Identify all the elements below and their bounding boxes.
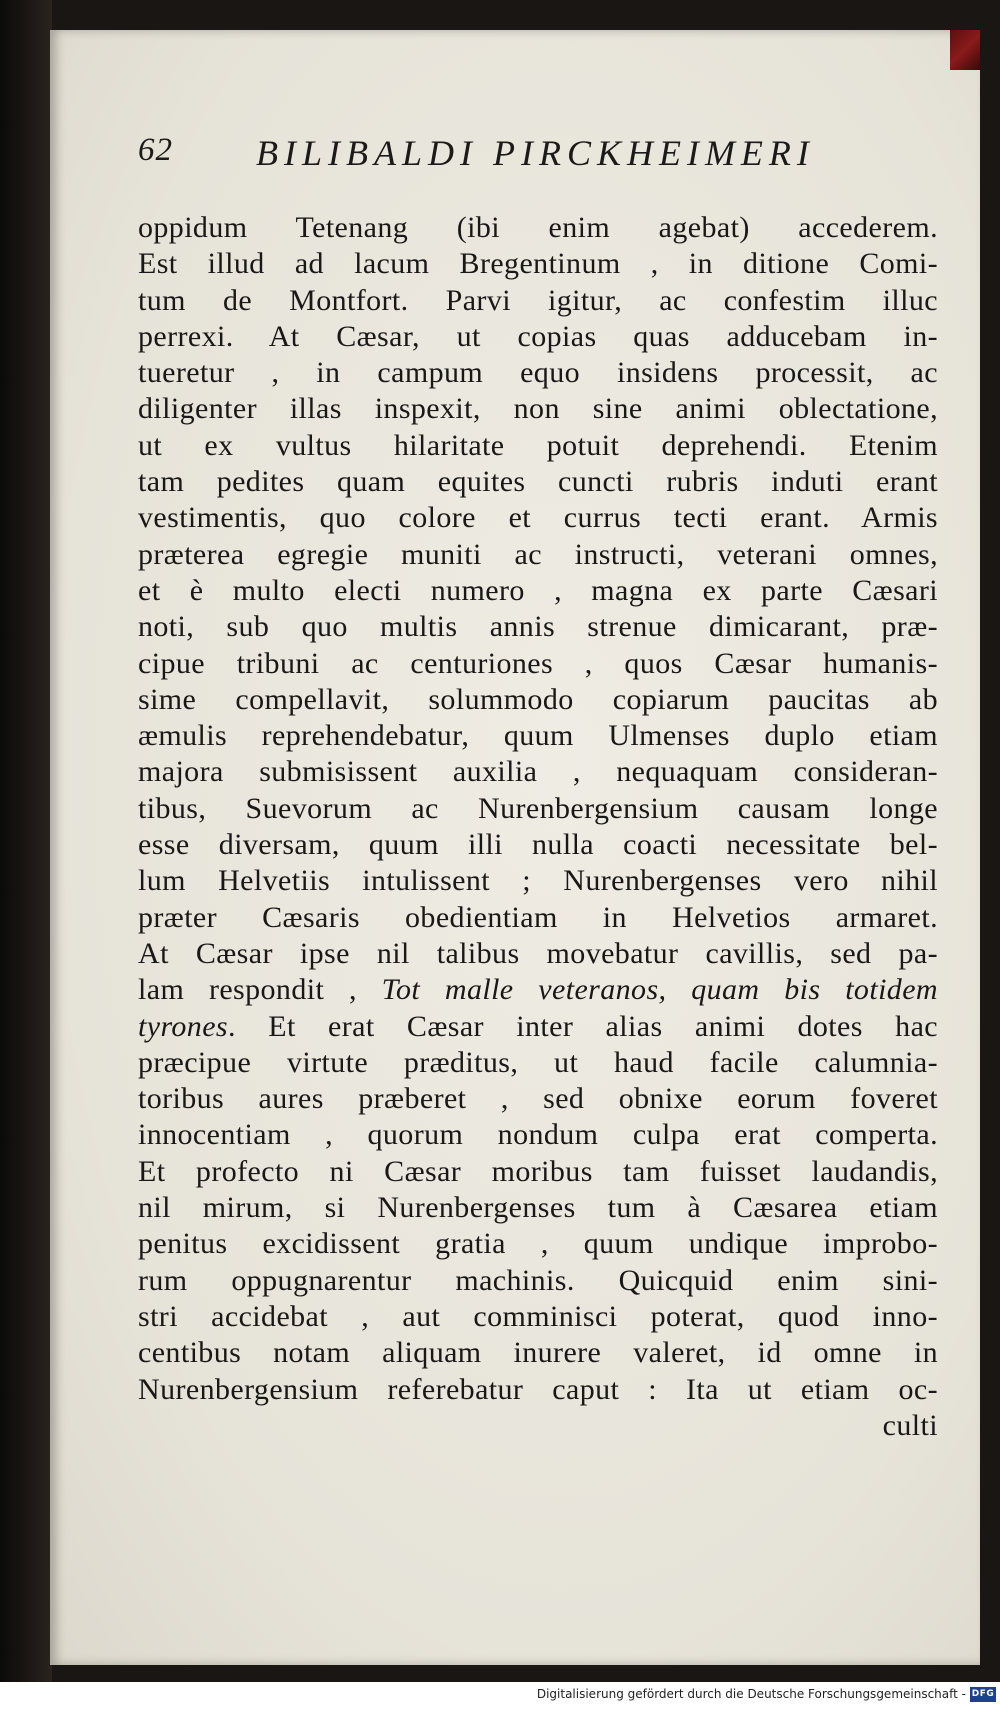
text-segment: præterea egregie muniti ac instructi, veterani omnes, xyxy=(138,537,938,571)
text-segment: tam pedites quam equites cuncti rubris induti erant xyxy=(138,465,938,499)
text-segment: lum Helvetiis intulissent ; Nurenbergenses vero nihil xyxy=(138,864,938,898)
text-line xyxy=(138,900,938,936)
text-segment: tum de Montfort. Parvi igitur, ac confestim illuc xyxy=(138,283,938,317)
text-segment: Nurenbergensium referebatur caput : Ita ut etiam oc- xyxy=(138,1372,938,1406)
text-line xyxy=(138,1009,938,1045)
dfg-logo-icon: DFG xyxy=(970,1687,996,1702)
text-line xyxy=(138,1045,938,1081)
text-segment: esse diversam, quum illi nulla coacti necessitate bel- xyxy=(138,828,938,862)
text-line xyxy=(138,1335,938,1371)
page-number: 62 xyxy=(138,132,173,168)
text-line xyxy=(138,1263,938,1299)
text-line xyxy=(138,500,938,536)
running-head xyxy=(138,108,858,178)
text-line xyxy=(138,319,938,355)
text-line xyxy=(138,1081,938,1117)
text-line xyxy=(138,428,938,464)
text-line xyxy=(138,682,938,718)
text-segment: innocentiam , quorum nondum culpa erat comperta. xyxy=(138,1118,938,1152)
text-segment: et è multo electi numero , magna ex parte Cæsari xyxy=(138,573,938,607)
text-line xyxy=(138,791,938,827)
text-segment: . Et erat Cæsar inter alias animi dotes hac xyxy=(228,1009,938,1043)
italic-segment: tyrones xyxy=(138,1009,229,1043)
text-segment: Est illud ad lacum Bregentinum , in ditione Comi- xyxy=(138,247,938,281)
text-line xyxy=(138,936,938,972)
text-line xyxy=(138,1117,938,1153)
text-line xyxy=(138,863,938,899)
text-segment: centibus notam aliquam inurere valeret, id omne in xyxy=(138,1336,938,1370)
text-line xyxy=(138,355,938,391)
text-segment: Et profecto ni Cæsar moribus tam fuisset laudandis, xyxy=(138,1154,938,1188)
text-line xyxy=(138,246,938,282)
text-line xyxy=(138,1226,938,1262)
text-segment: toribus aures præberet , sed obnixe eorum foveret xyxy=(138,1082,938,1116)
text-segment: perrexi. At Cæsar, ut copias quas adducebam in- xyxy=(138,319,938,353)
text-segment: æmulis reprehendebatur, quum Ulmenses duplo etiam xyxy=(138,719,938,753)
text-line xyxy=(138,391,938,427)
text-segment: cipue tribuni ac centuriones , quos Cæsar humanis- xyxy=(138,646,938,680)
text-line xyxy=(138,827,938,863)
text-segment: ut ex vultus hilaritate potuit deprehendi. Etenim xyxy=(138,428,938,462)
italic-segment: Tot malle veteranos, quam bis totidem xyxy=(381,973,938,1007)
text-segment: nil mirum, si Nurenbergenses tum à Cæsarea etiam xyxy=(138,1191,938,1225)
text-line xyxy=(138,283,938,319)
text-line xyxy=(138,1190,938,1226)
corner-color-mark xyxy=(950,30,980,70)
footer-credit: Digitalisierung gefördert durch die Deutsche Forschungsgemeinschaft - xyxy=(536,1687,966,1701)
catchword: culti xyxy=(882,1408,938,1442)
digitization-footer xyxy=(0,1682,1000,1709)
text-line xyxy=(138,718,938,754)
text-segment: tibus, Suevorum ac Nurenbergensium causam longe xyxy=(138,791,938,825)
text-line xyxy=(138,537,938,573)
text-line xyxy=(138,1154,938,1190)
text-line xyxy=(138,210,938,246)
text-segment: lam respondit , xyxy=(138,973,382,1007)
text-segment: rum oppugnarentur machinis. Quicquid enim sini- xyxy=(138,1263,938,1297)
text-segment: tueretur , in campum equo insidens processit, ac xyxy=(138,356,938,390)
text-line xyxy=(138,646,938,682)
book-gutter-shadow xyxy=(0,0,52,1709)
text-segment: sime compellavit, solummodo copiarum paucitas ab xyxy=(138,682,938,716)
text-segment: At Cæsar ipse nil talibus movebatur cavillis, sed pa- xyxy=(138,936,938,970)
text-segment: noti, sub quo multis annis strenue dimicarant, præ- xyxy=(138,610,938,644)
text-segment: præter Cæsaris obedientiam in Helvetios armaret. xyxy=(138,900,938,934)
text-line xyxy=(138,972,938,1008)
text-segment: vestimentis, quo colore et currus tecti erant. Armis xyxy=(138,501,938,535)
text-segment: stri accidebat , aut comminisci poterat, quod inno- xyxy=(138,1299,938,1333)
text-segment: præcipue virtute præditus, ut haud facile calumnia- xyxy=(138,1045,938,1079)
text-segment: oppidum Tetenang (ibi enim agebat) accederem. xyxy=(138,211,938,244)
text-line xyxy=(138,1299,938,1335)
text-segment: diligenter illas inspexit, non sine animi oblectatione, xyxy=(138,392,938,426)
text-segment: majora submisissent auxilia , nequaquam consideran- xyxy=(138,755,938,789)
text-line xyxy=(138,609,938,645)
text-line xyxy=(138,464,938,500)
text-line xyxy=(138,754,938,790)
text-line xyxy=(138,573,938,609)
running-title: BILIBALDI PIRCKHEIMERI xyxy=(256,133,815,173)
body-text xyxy=(138,210,938,1444)
text-line xyxy=(138,1372,938,1408)
text-segment: penitus excidissent gratia , quum undique improbo- xyxy=(138,1227,938,1261)
